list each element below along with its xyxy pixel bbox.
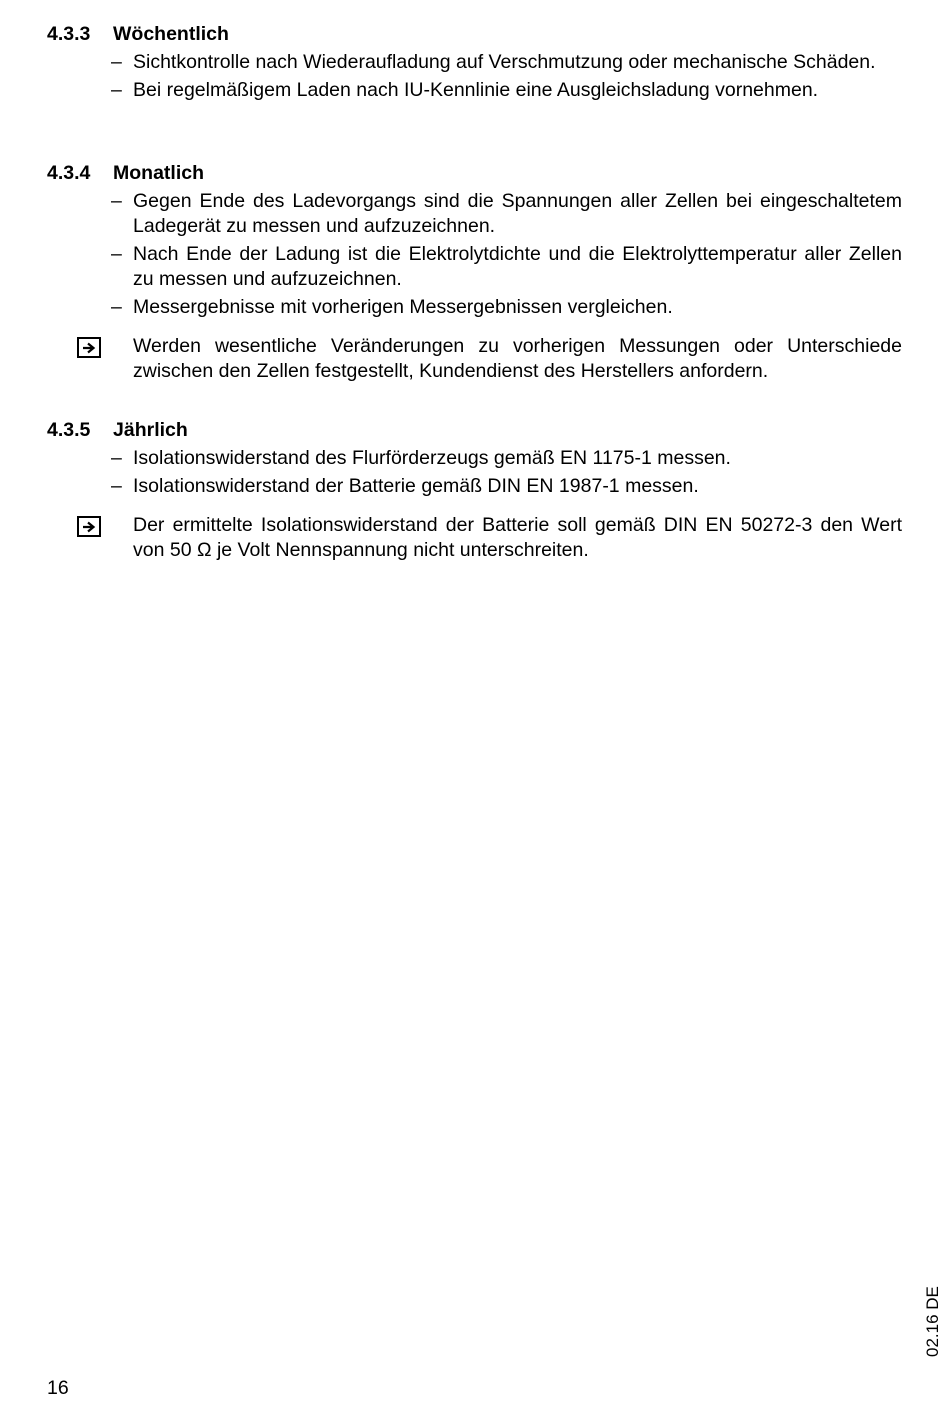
section-title: Monatlich — [113, 162, 204, 184]
dash-bullet: – — [111, 243, 122, 265]
note-text: Werden wesentliche Veränderungen zu vorherigen Messungen oder Unterschiede zwischen den Zellen festgestellt, Kundendienst des Herstellers anfordern. — [133, 335, 902, 382]
list-item — [47, 50, 902, 75]
section-4-3-5 — [47, 418, 902, 563]
section-heading — [47, 22, 902, 47]
section-title: Wöchentlich — [113, 23, 229, 45]
list-item — [47, 242, 902, 292]
list-item-text: Messergebnisse mit vorherigen Messergebnissen vergleichen. — [133, 296, 673, 318]
dash-bullet: – — [111, 447, 122, 469]
dash-bullet: – — [111, 79, 122, 101]
note-block — [47, 513, 902, 563]
list-item — [47, 446, 902, 471]
list-item-text: Gegen Ende des Ladevorgangs sind die Spannungen aller Zellen bei eingeschaltetem Ladegerät zu messen und aufzuzeichnen. — [133, 190, 902, 237]
list-item — [47, 474, 902, 499]
list-item-text: Isolationswiderstand der Batterie gemäß DIN EN 1987-1 messen. — [133, 475, 699, 497]
dash-bullet: – — [111, 51, 122, 73]
dash-bullet: – — [111, 190, 122, 212]
list-item-text: Isolationswiderstand des Flurförderzeugs gemäß EN 1175-1 messen. — [133, 447, 731, 469]
note-text: Der ermittelte Isolationswiderstand der Batterie soll gemäß DIN EN 50272-3 den Wert von 50 Ω je Volt Nennspannung nicht unterschreiten. — [133, 514, 902, 561]
list-item — [47, 295, 902, 320]
arrow-right-box-icon — [77, 337, 101, 358]
section-4-3-3 — [47, 22, 902, 103]
section-heading — [47, 418, 902, 443]
list-item-text: Bei regelmäßigem Laden nach IU-Kennlinie eine Ausgleichsladung vornehmen. — [133, 79, 819, 101]
dash-bullet: – — [111, 296, 122, 318]
list-item-text: Nach Ende der Ladung ist die Elektrolytdichte und die Elektrolyttemperatur aller Zellen zu messen und aufzuzeichnen. — [133, 243, 902, 290]
arrow-right-box-icon — [77, 516, 101, 537]
list-item — [47, 189, 902, 239]
list-item-text: Sichtkontrolle nach Wiederaufladung auf Verschmutzung oder mechanische Schäden. — [133, 51, 876, 73]
section-number: 4.3.4 — [47, 162, 91, 184]
section-heading — [47, 161, 902, 186]
list-item — [47, 78, 902, 103]
section-4-3-4 — [47, 161, 902, 384]
page-number: 16 — [47, 1377, 69, 1399]
section-title: Jährlich — [113, 419, 188, 441]
document-code: 02.16 DE — [923, 1286, 942, 1357]
section-number: 4.3.5 — [47, 419, 91, 441]
dash-bullet: – — [111, 475, 122, 497]
section-number: 4.3.3 — [47, 23, 91, 45]
note-block — [47, 334, 902, 384]
